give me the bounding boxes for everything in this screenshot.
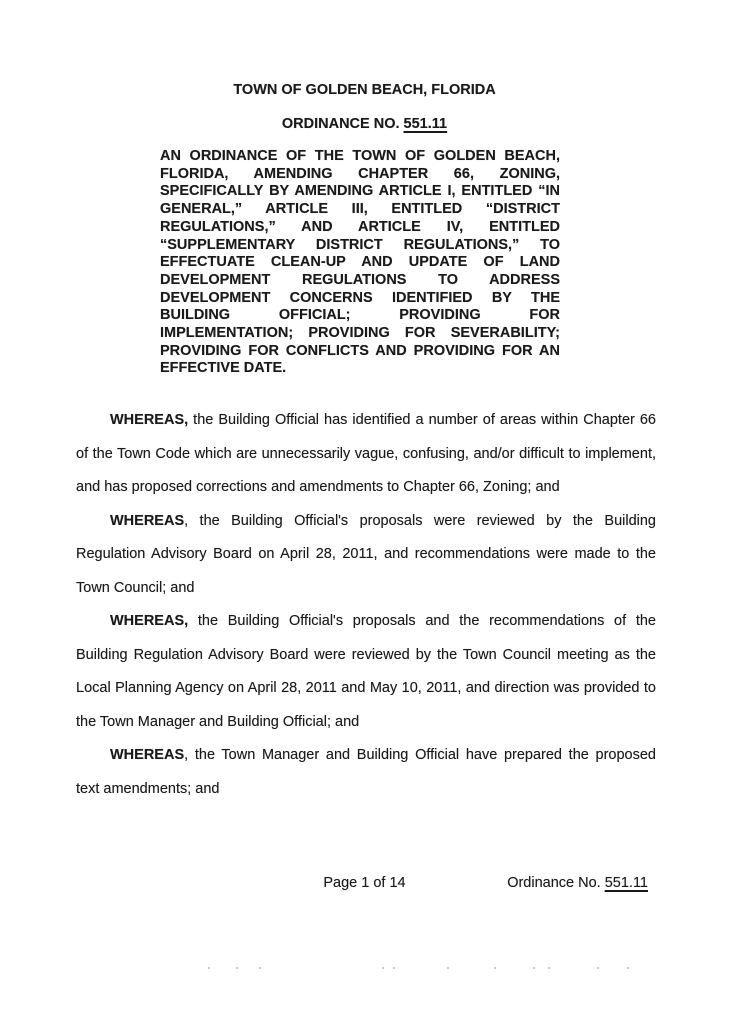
- footer-ordinance-value: 551.11: [604, 875, 648, 891]
- footer-ordinance-number: [507, 875, 648, 891]
- scan-artifact-dot: [236, 967, 238, 969]
- whereas-text: , the Town Manager and Building Official have prepared the proposed text amendments; and: [76, 747, 656, 797]
- whereas-clauses: [76, 404, 656, 806]
- whereas-paragraph: [76, 739, 656, 806]
- whereas-text: the Building Official has identified a number of areas within Chapter 66 of the Town Code which are unnecessarily vague, confusing, and/or difficult to implement, and has proposed corrections and amendments to Chapter 66, Zoning; and: [76, 412, 656, 495]
- whereas-text: , the Building Official's proposals were reviewed by the Building Regulation Advisory Board on April 28, 2011, and recommendations were made to the Town Council; and: [76, 512, 656, 596]
- whereas-text: the Building Official's proposals and the recommendations of the Building Regulation Advisory Board were reviewed by the Town Council meeting as the Local Planning Agency on April 28, 2011 and May 10, 2011, and direction was provided to the Town Manager and Building Official; and: [76, 613, 656, 730]
- ordinance-number-heading: [0, 108, 729, 142]
- document-title: TOWN OF GOLDEN BEACH, FLORIDA: [233, 82, 496, 98]
- scan-artifact-dot: [259, 967, 261, 969]
- whereas-paragraph: [76, 605, 656, 739]
- scan-artifact-dot: [494, 967, 496, 969]
- whereas-keyword: WHEREAS,: [110, 412, 189, 428]
- scan-artifact-dot: [382, 967, 384, 969]
- scan-artifact-dot: [447, 967, 449, 969]
- whereas-keyword: WHEREAS: [110, 512, 185, 529]
- whereas-keyword: WHEREAS,: [110, 613, 189, 629]
- whereas-keyword: WHEREAS: [110, 747, 185, 763]
- footer-ordinance-label: Ordinance No.: [507, 875, 605, 891]
- scan-artifact-dot: [208, 967, 210, 969]
- ordinance-number-label: ORDINANCE NO.: [281, 115, 404, 132]
- document-footer: [0, 875, 729, 895]
- ordinance-caption: AN ORDINANCE OF THE TOWN OF GOLDEN BEACH, FLORIDA, AMENDING CHAPTER 66, ZONING, SPECIFICALLY BY AMENDING ARTICLE I, ENTITLED “IN GENERAL,” ARTICLE III, ENTITLED “DISTRICT REGULATIONS,” AND ARTICLE IV, ENTITLED “SUPPLEMENTARY DISTRICT REGULATIONS,” TO EFFECTUATE CLEAN-UP AND UPDATE OF LAND DEVELOPMENT REGULATIONS TO ADDRESS DEVELOPMENT CONCERNS IDENTIFIED BY THE BUILDING OFFICIAL; PROVIDING FOR IMPLEMENTATION; PROVIDING FOR SEVERABILITY; PROVIDING FOR CONFLICTS AND PROVIDING FOR AN EFFECTIVE DATE.: [160, 148, 560, 377]
- scan-artifact-dot: [533, 967, 535, 969]
- scan-artifact-dot: [597, 967, 599, 969]
- whereas-paragraph: [76, 505, 656, 606]
- ordinance-number-value: 551.11: [403, 115, 448, 132]
- document-header: [0, 74, 729, 141]
- scan-artifact-dot: [393, 967, 395, 969]
- page-number: Page 1 of 14: [323, 875, 406, 891]
- scan-artifact-dot: [627, 967, 629, 969]
- whereas-paragraph: [76, 404, 656, 505]
- scan-artifact-dot: [548, 967, 550, 969]
